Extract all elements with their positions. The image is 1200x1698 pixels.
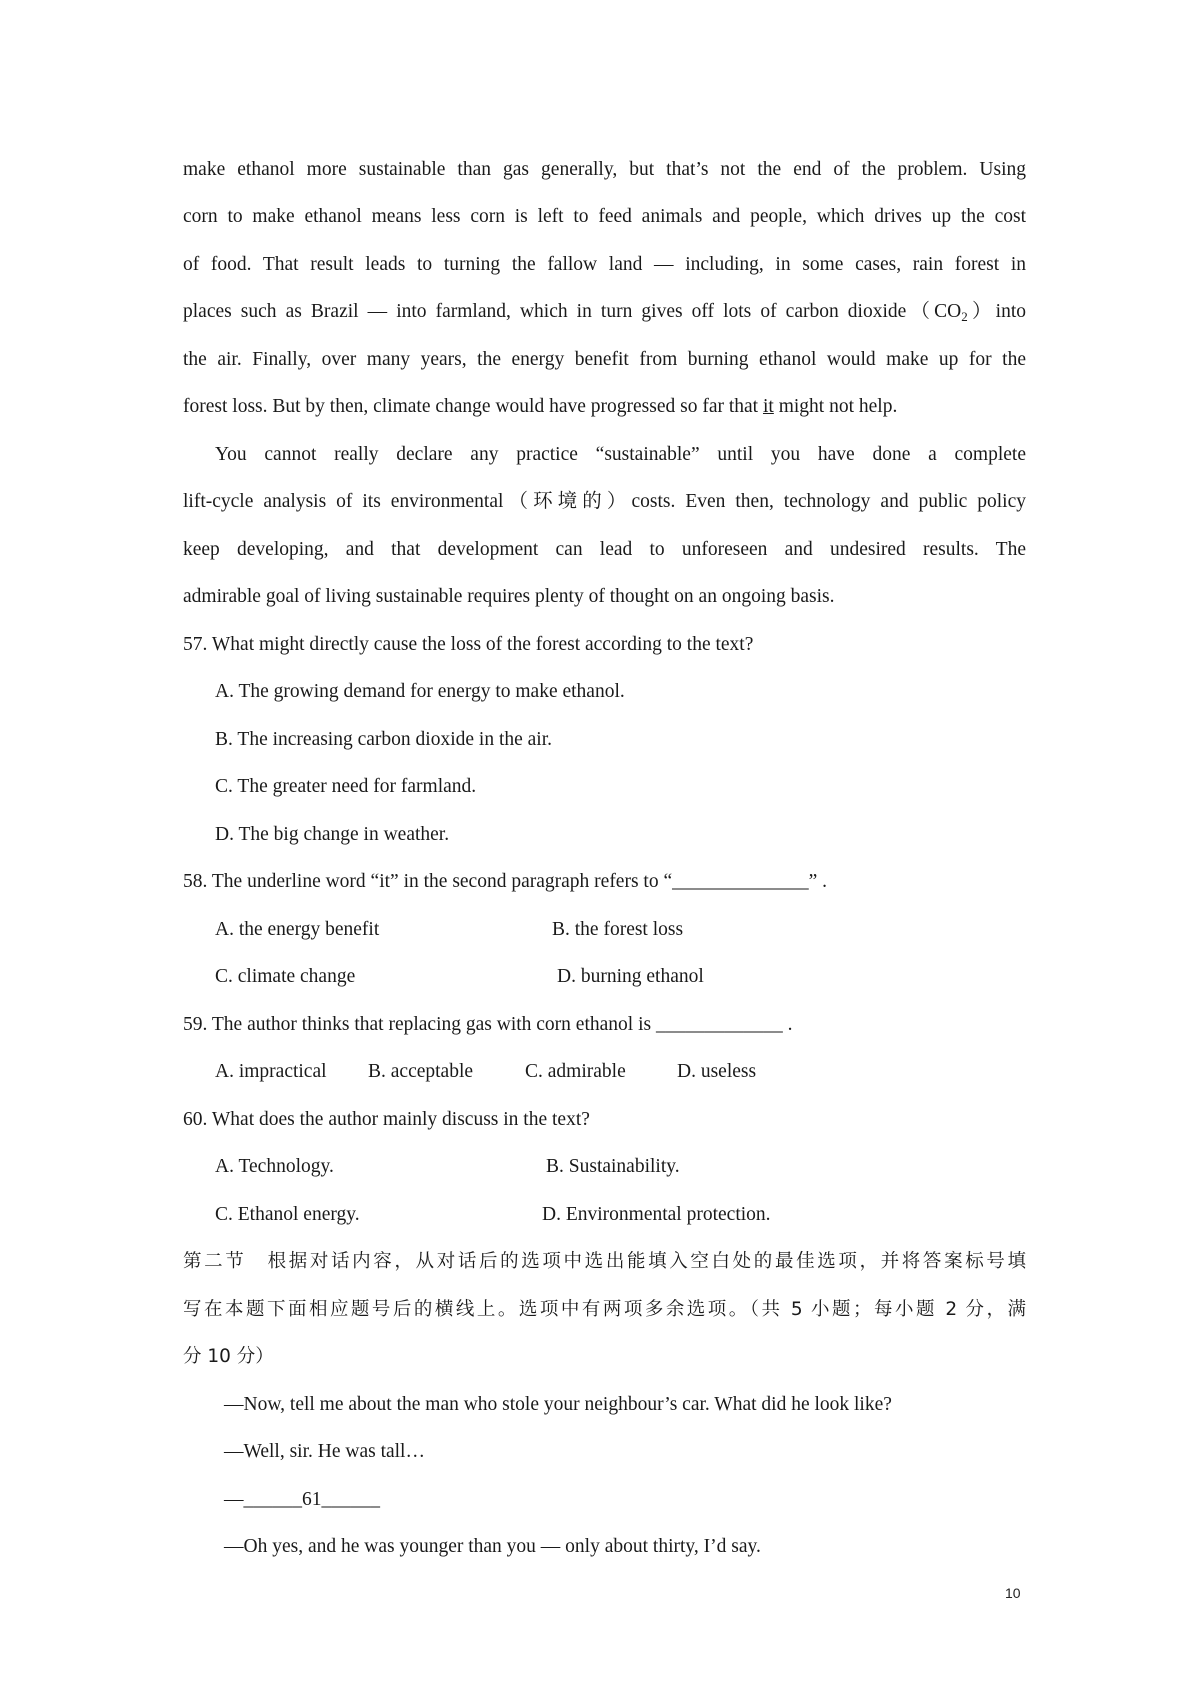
passage-text: might not help. — [773, 396, 898, 417]
answer-blank-61: ______61______ — [243, 1489, 380, 1510]
passage-line — [183, 299, 1026, 330]
question-57-option: C. The greater need for farmland. — [215, 776, 477, 797]
passage-line: the air. Finally, over many years, the energy benefit from burning ethanol would make up for the — [183, 349, 1026, 370]
section-2-instructions: 第二节 根据对话内容，从对话后的选项中选出能填入空白处的最佳选项，并将答案标号填 — [183, 1251, 1026, 1272]
dialogue-line: —Well, sir. He was tall… — [224, 1441, 425, 1462]
passage-line: admirable goal of living sustainable requires plenty of thought on an ongoing basis. — [183, 586, 835, 607]
answer-blank: ______________ — [672, 871, 809, 892]
question-57-option: B. The increasing carbon dioxide in the air. — [215, 729, 553, 750]
question-59-stem — [183, 1012, 1026, 1038]
question-text: ” . — [808, 871, 828, 892]
question-59-option: A. impractical — [215, 1061, 327, 1082]
passage-line: keep developing, and that development can lead to unforeseen and undesired results. The — [183, 539, 1026, 560]
underlined-word: it — [762, 396, 774, 417]
question-57-stem: 57. What might directly cause the loss of the forest according to the text? — [183, 634, 754, 655]
question-57-option: A. The growing demand for energy to make ethanol. — [215, 681, 625, 702]
section-2-instructions: 写在本题下面相应题号后的横线上。选项中有两项多余选项。（共 5 小题；每小题 2 分，满 — [183, 1299, 1026, 1320]
dialogue-line: —Oh yes, and he was younger than you — only about thirty, I’d say. — [224, 1536, 761, 1557]
question-57-option: D. The big change in weather. — [215, 824, 450, 845]
page-number: 10 — [1005, 1585, 1021, 1601]
passage-text: ）into — [967, 301, 1026, 322]
passage-line: make ethanol more sustainable than gas generally, but that’s not the end of the problem. Using — [183, 159, 1026, 180]
question-60-option: A. Technology. — [215, 1156, 334, 1177]
question-58-stem — [183, 869, 1026, 895]
question-60-option: C. Ethanol energy. — [215, 1204, 360, 1225]
passage-text: places such as Brazil — into farmland, which in turn gives off lots of carbon dioxide（CO — [183, 301, 962, 322]
question-58-option: C. climate change — [215, 966, 356, 987]
answer-blank: _____________ — [655, 1014, 783, 1035]
question-60-option: D. Environmental protection. — [542, 1204, 771, 1225]
question-58-option: A. the energy benefit — [215, 919, 380, 940]
passage-text: forest loss. But by then, climate change would have progressed so far that — [183, 396, 763, 417]
question-60-stem: 60. What does the author mainly discuss in the text? — [183, 1109, 590, 1130]
question-59-option: D. useless — [677, 1061, 757, 1082]
question-text: . — [782, 1014, 793, 1035]
dialogue-line: —Now, tell me about the man who stole your neighbour’s car. What did he look like? — [224, 1394, 892, 1415]
passage-line — [183, 394, 1026, 420]
passage-line: lift-cycle analysis of its environmental（环境的）costs. Even then, technology and public policy — [183, 491, 1026, 512]
passage-line: You cannot really declare any practice “sustainable” until you have done a complete — [215, 444, 1026, 465]
question-58-option: B. the forest loss — [552, 919, 684, 940]
passage-line: of food. That result leads to turning the fallow land — including, in some cases, rain forest in — [183, 254, 1026, 275]
section-2-instructions: 分 10 分） — [183, 1346, 274, 1367]
question-60-option: B. Sustainability. — [546, 1156, 680, 1177]
question-59-option: B. acceptable — [368, 1061, 474, 1082]
question-58-option: D. burning ethanol — [557, 966, 704, 987]
question-text: 59. The author thinks that replacing gas with corn ethanol is — [183, 1014, 656, 1035]
dialogue-line — [224, 1487, 1067, 1513]
question-59-option: C. admirable — [525, 1061, 626, 1082]
question-text: 58. The underline word “it” in the second paragraph refers to “ — [183, 871, 673, 892]
dialogue-dash: — — [224, 1489, 244, 1510]
passage-line: corn to make ethanol means less corn is left to feed animals and people, which drives up the cost — [183, 206, 1026, 227]
subscript: 2 — [961, 309, 968, 324]
